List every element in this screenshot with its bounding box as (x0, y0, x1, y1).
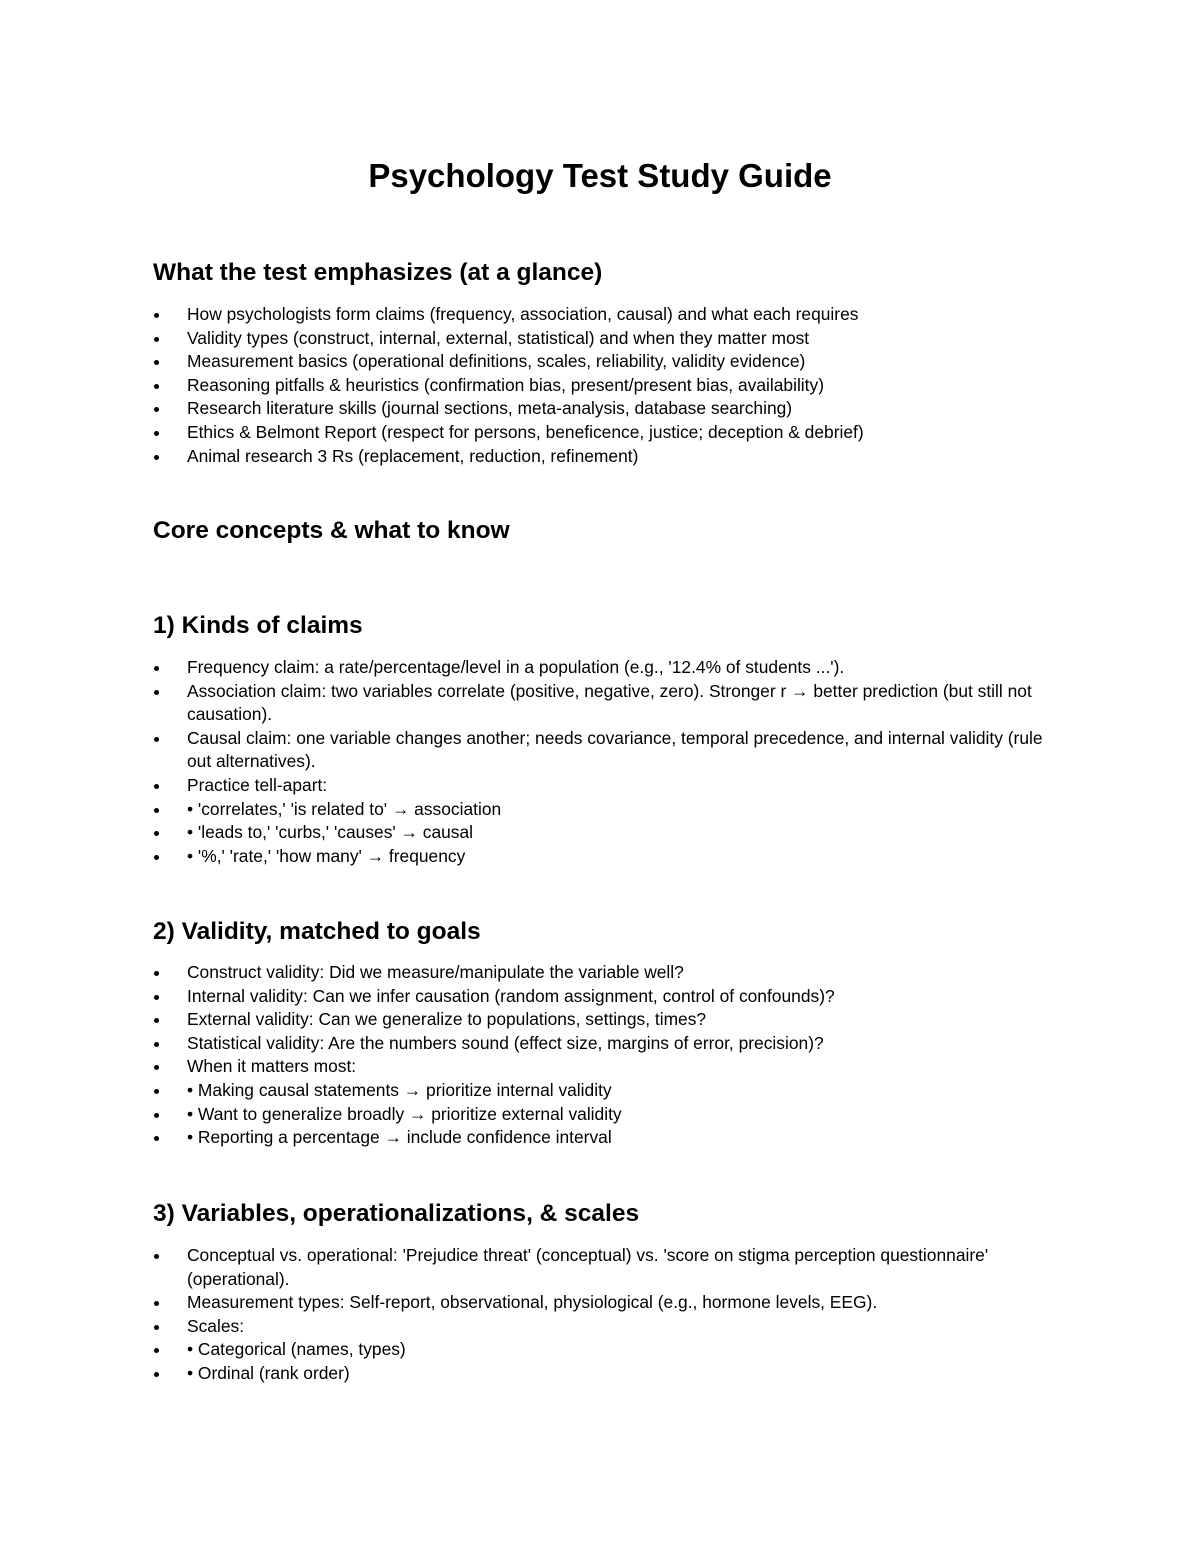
list-item (153, 1315, 1053, 1339)
bullet-icon (154, 1348, 159, 1353)
bullet-icon (154, 384, 159, 389)
list-item-text: Research literature skills (journal sections, meta-analysis, database searching) (187, 398, 793, 419)
bullet-icon (154, 1089, 159, 1094)
list-item (153, 1032, 1053, 1056)
list-item-text: Animal research 3 Rs (replacement, reduction, refinement) (187, 445, 639, 466)
bullet-icon (154, 337, 159, 342)
list-item (153, 445, 1053, 469)
list-item-text: • Want to generalize broadly → prioritize external validity (187, 1103, 622, 1124)
bullet-icon (154, 360, 159, 365)
list-item-text: • Making causal statements → prioritize internal validity (187, 1079, 612, 1100)
list-item-text: External validity: Can we generalize to populations, settings, times? (187, 1009, 707, 1030)
list-item-text: • '%,' 'rate,' 'how many' → frequency (187, 845, 466, 866)
bullet-icon (154, 971, 159, 976)
bullet-icon (154, 1254, 159, 1259)
bullet-icon (154, 1372, 159, 1377)
list-item-text: • Reporting a percentage → include confidence interval (187, 1127, 612, 1148)
list-item (153, 774, 1053, 798)
bullet-icon (154, 831, 159, 836)
list-item-text: • Categorical (names, types) (187, 1339, 406, 1360)
list-item-text: Ethics & Belmont Report (respect for persons, beneficence, justice; deception & debrief) (187, 421, 864, 442)
section-heading-kinds-of-claims: 1) Kinds of claims (153, 612, 363, 639)
list-item (153, 961, 1053, 985)
section-heading-validity: 2) Validity, matched to goals (153, 918, 481, 945)
section-heading-variables: 3) Variables, operationalizations, & scales (153, 1200, 640, 1227)
list-item (153, 845, 1053, 869)
list-item (153, 1008, 1053, 1032)
list-item-text: Measurement basics (operational definitions, scales, reliability, validity evidence) (187, 351, 806, 372)
list-item-text: How psychologists form claims (frequency, association, causal) and what each requires (187, 304, 859, 324)
bullet-icon (154, 1018, 159, 1023)
list-item-text: • Ordinal (rank order) (187, 1362, 350, 1383)
list-item (153, 1126, 1053, 1150)
claims-list (153, 656, 1053, 868)
bullet-icon (154, 1136, 159, 1141)
list-item (153, 821, 1053, 845)
bullet-icon (154, 407, 159, 412)
bullet-icon (154, 1325, 159, 1330)
list-item (153, 421, 1053, 445)
bullet-icon (154, 666, 159, 671)
bullet-icon (154, 1065, 159, 1070)
list-item (153, 1362, 1053, 1386)
section-heading-overview: What the test emphasizes (at a glance) (153, 259, 603, 286)
list-item (153, 727, 1053, 774)
page-title: Psychology Test Study Guide (368, 157, 832, 194)
list-item (153, 303, 1053, 327)
list-item-text: Causal claim: one variable changes another; needs covariance, temporal precedence, and internal validity (rule out alternatives). (187, 727, 1043, 772)
list-item-text: Practice tell-apart: (187, 774, 328, 795)
list-item-text: Measurement types: Self-report, observational, physiological (e.g., hormone levels, EEG). (187, 1292, 878, 1313)
list-item-text: Reasoning pitfalls & heuristics (confirmation bias, present/present bias, availability) (187, 374, 824, 395)
list-item (153, 1103, 1053, 1127)
bullet-icon (154, 313, 159, 318)
list-item (153, 656, 1053, 680)
list-item (153, 374, 1053, 398)
list-item-text: Frequency claim: a rate/percentage/level in a population (e.g., '12.4% of students ...'). (187, 657, 845, 677)
list-item-text: Construct validity: Did we measure/manipulate the variable well? (187, 962, 684, 982)
list-item-text: Statistical validity: Are the numbers sound (effect size, margins of error, precision)? (187, 1032, 824, 1053)
bullet-icon (154, 808, 159, 813)
bullet-icon (154, 1042, 159, 1047)
list-item-text: When it matters most: (187, 1056, 357, 1077)
validity-list (153, 961, 1053, 1150)
list-item (153, 1244, 1053, 1291)
bullet-icon (154, 1113, 159, 1118)
list-item (153, 985, 1053, 1009)
overview-list (153, 303, 1053, 468)
section-heading-core-concepts: Core concepts & what to know (153, 517, 510, 544)
bullet-icon (154, 737, 159, 742)
list-item-text: • 'leads to,' 'curbs,' 'causes' → causal (187, 822, 474, 843)
list-item (153, 1291, 1053, 1315)
list-item-text: Association claim: two variables correlate (positive, negative, zero). Stronger r → better prediction (but still not causation). (187, 680, 1032, 725)
list-item (153, 798, 1053, 822)
bullet-icon (154, 1301, 159, 1306)
list-item (153, 680, 1053, 727)
bullet-icon (154, 855, 159, 860)
list-item-text: Conceptual vs. operational: 'Prejudice threat' (conceptual) vs. 'score on stigma perception questionnaire' (operational). (187, 1245, 989, 1289)
bullet-icon (154, 784, 159, 789)
list-item (153, 1079, 1053, 1103)
bullet-icon (154, 431, 159, 436)
list-item (153, 1338, 1053, 1362)
list-item-text: Validity types (construct, internal, external, statistical) and when they matter most (187, 327, 810, 348)
list-item-text: Scales: (187, 1315, 245, 1336)
list-item-text: Internal validity: Can we infer causation (random assignment, control of confounds)? (187, 985, 835, 1006)
bullet-icon (154, 995, 159, 1000)
bullet-icon (154, 455, 159, 460)
variables-list (153, 1244, 1053, 1386)
list-item (153, 327, 1053, 351)
list-item (153, 350, 1053, 374)
list-item (153, 397, 1053, 421)
list-item (153, 1055, 1053, 1079)
list-item-text: • 'correlates,' 'is related to' → association (187, 798, 502, 819)
bullet-icon (154, 690, 159, 695)
